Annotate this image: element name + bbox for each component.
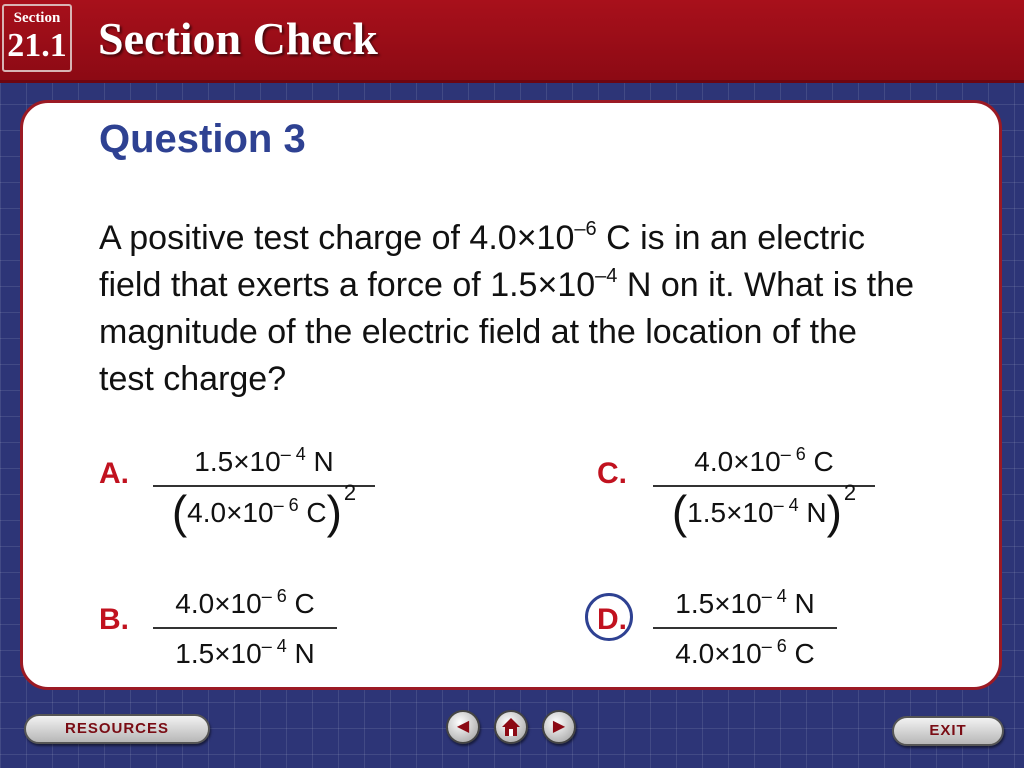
denominator-exponent: – 6 <box>761 636 787 656</box>
choice-d-fraction[interactable] <box>653 585 837 673</box>
denominator-exponent: – 4 <box>773 495 799 515</box>
denominator-base: 4.0×10 <box>675 638 762 669</box>
paren-open: ( <box>171 486 188 538</box>
paren-open: ( <box>671 486 688 538</box>
question-title: Question 3 <box>99 117 306 161</box>
numerator-base: 1.5×10 <box>675 588 762 619</box>
numerator-base: 4.0×10 <box>175 588 262 619</box>
choice-b-fraction[interactable] <box>153 585 337 673</box>
section-label: Section <box>13 10 61 26</box>
page-title: Section Check <box>98 13 378 64</box>
numerator-exponent: – 6 <box>261 586 287 606</box>
numerator-base: 1.5×10 <box>194 446 281 477</box>
denominator-unit: N <box>798 497 827 528</box>
choice-a-numerator <box>153 443 375 481</box>
choice-b-denominator <box>153 635 337 673</box>
choice-b-numerator <box>153 585 337 623</box>
right-arrow-icon: ▶ <box>552 718 566 735</box>
choice-b-letter[interactable]: B. <box>99 603 129 636</box>
section-badge <box>2 4 72 72</box>
left-arrow-icon: ◀ <box>456 718 470 735</box>
fraction-bar <box>653 627 837 629</box>
numerator-exponent: – 6 <box>780 444 806 464</box>
header-bar <box>0 0 1024 83</box>
numerator-unit: N <box>305 446 334 477</box>
numerator-unit: C <box>805 446 834 477</box>
next-button[interactable] <box>542 710 576 744</box>
choice-c-denominator <box>653 480 875 538</box>
denominator-power: 2 <box>843 480 857 505</box>
numerator-exponent: – 4 <box>280 444 306 464</box>
denominator-unit: N <box>286 638 315 669</box>
denominator-unit: C <box>298 497 327 528</box>
paren-close: ) <box>326 486 342 538</box>
question-text-exponent: –4 <box>595 265 618 287</box>
exit-button[interactable]: EXIT <box>892 716 1004 746</box>
choice-a-fraction[interactable] <box>153 443 375 538</box>
denominator-power: 2 <box>343 480 357 505</box>
question-text-part: N on it. What is the magnitude of the electric field at the location of the test charge? <box>99 266 915 398</box>
choice-d-numerator <box>653 585 837 623</box>
question-text <box>99 215 919 403</box>
numerator-exponent: – 4 <box>761 586 787 606</box>
denominator-unit: C <box>786 638 815 669</box>
question-text-part: C is in an electric field that exerts a force of 1.5×10 <box>99 219 865 304</box>
question-text-part: A positive test charge of 4.0×10 <box>99 219 575 257</box>
choice-c-fraction[interactable] <box>653 443 875 538</box>
previous-button[interactable] <box>446 710 480 744</box>
denominator-base: 1.5×10 <box>687 497 774 528</box>
fraction-bar <box>153 627 337 629</box>
numerator-unit: C <box>286 588 315 619</box>
choice-a-letter[interactable]: A. <box>99 457 129 490</box>
choice-d-denominator <box>653 635 837 673</box>
denominator-base: 1.5×10 <box>175 638 262 669</box>
denominator-exponent: – 4 <box>261 636 287 656</box>
choice-d-letter[interactable]: D. <box>597 603 627 636</box>
numerator-base: 4.0×10 <box>694 446 781 477</box>
choice-c-letter[interactable]: C. <box>597 457 627 490</box>
section-number: 21.1 <box>7 27 67 64</box>
numerator-unit: N <box>786 588 815 619</box>
paren-close: ) <box>826 486 842 538</box>
home-icon <box>500 716 522 738</box>
content-panel <box>20 100 1002 690</box>
denominator-base: 4.0×10 <box>187 497 274 528</box>
choice-c-numerator <box>653 443 875 481</box>
choice-a-denominator <box>153 480 375 538</box>
resources-button[interactable]: RESOURCES <box>24 714 210 744</box>
question-text-exponent: –6 <box>574 218 597 240</box>
home-button[interactable] <box>494 710 528 744</box>
denominator-exponent: – 6 <box>273 495 299 515</box>
